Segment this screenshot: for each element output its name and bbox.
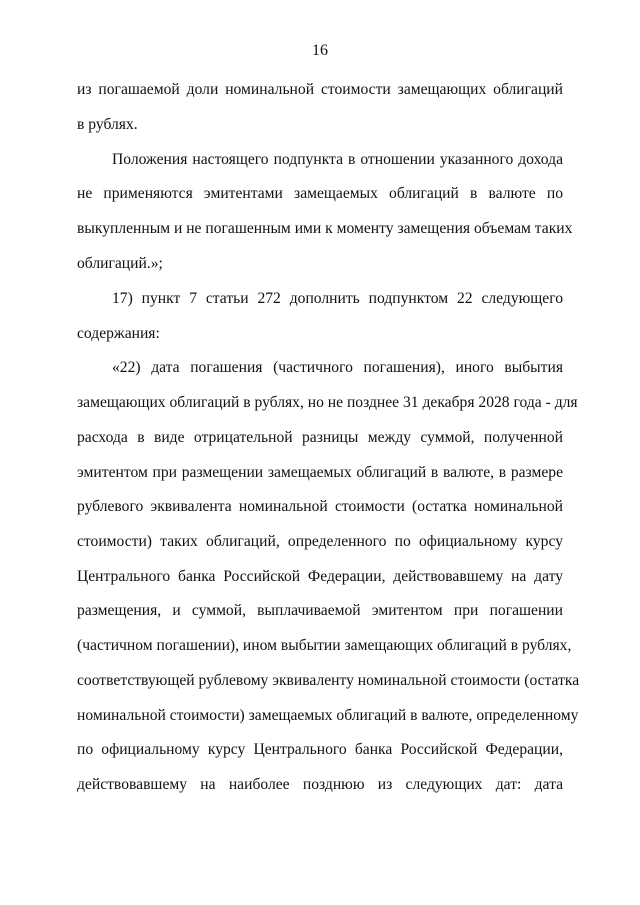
text-line: размещения, и суммой, выплачиваемой эмитентом при погашении xyxy=(77,602,563,619)
text-line: не применяются эмитентами замещаемых облигаций в валюте по xyxy=(77,185,563,202)
text-line: Центрального банка Российской Федерации, действовавшему на дату xyxy=(77,568,563,585)
text-line: (частичном погашении), ином выбытии замещающих облигаций в рублях, xyxy=(77,637,572,654)
text-line: 17) пункт 7 статьи 272 дополнить подпунктом 22 следующего xyxy=(112,290,563,307)
page-number: 16 xyxy=(312,42,328,59)
text-line: выкупленным и не погашенным ими к моменту замещения объемам таких xyxy=(77,220,573,237)
text-line: рублевого эквивалента номинальной стоимости (остатка номинальной xyxy=(77,498,563,515)
text-line: соответствующей рублевому эквиваленту номинальной стоимости (остатка xyxy=(77,672,580,689)
text-line: действовавшему на наиболее позднюю из следующих дат: дата xyxy=(77,776,563,793)
text-line: облигаций.»; xyxy=(77,255,163,272)
text-line: из погашаемой доли номинальной стоимости замещающих облигаций xyxy=(77,81,563,98)
text-line: расхода в виде отрицательной разницы между суммой, полученной xyxy=(77,429,563,446)
text-line: стоимости) таких облигаций, определенного по официальному курсу xyxy=(77,533,563,550)
text-line: номинальной стоимости) замещаемых облигаций в валюте, определенному xyxy=(77,707,579,724)
text-line: содержания: xyxy=(77,325,160,342)
text-line: «22) дата погашения (частичного погашения), иного выбытия xyxy=(112,359,563,376)
text-line: Положения настоящего подпункта в отношении указанного дохода xyxy=(112,151,563,168)
text-line: эмитентом при размещении замещаемых облигаций в валюте, в размере xyxy=(77,464,563,481)
text-line: в рублях. xyxy=(77,116,138,133)
text-line: по официальному курсу Центрального банка Российской Федерации, xyxy=(77,741,563,758)
text-line: замещающих облигаций в рублях, но не позднее 31 декабря 2028 года - для xyxy=(77,394,578,411)
